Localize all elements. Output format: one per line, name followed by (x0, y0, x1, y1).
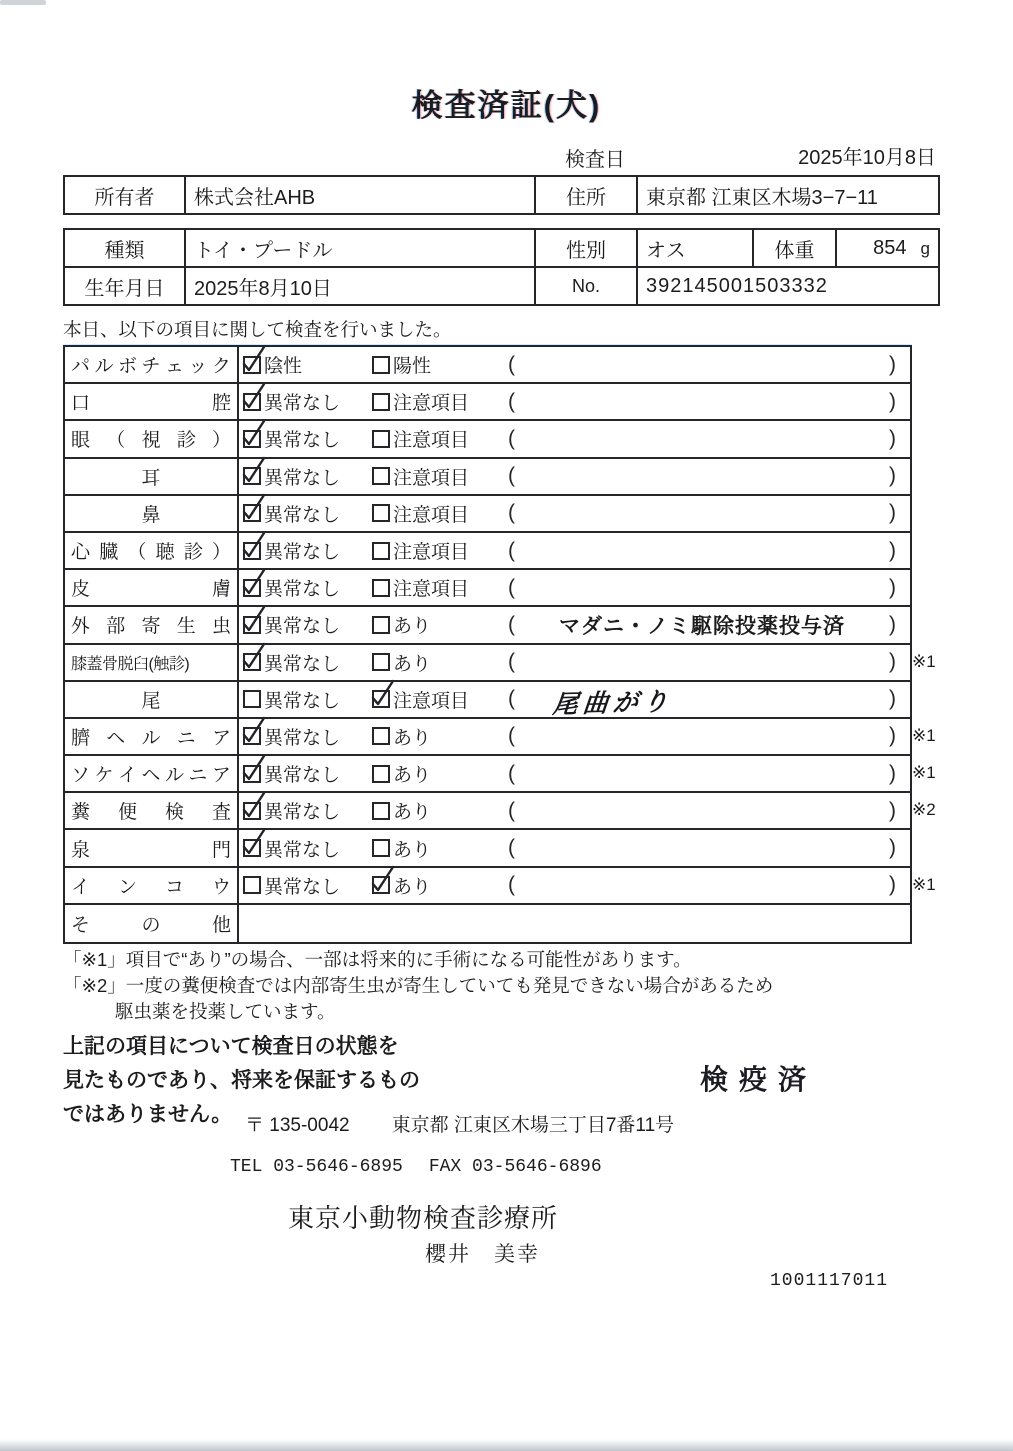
option-2 (372, 388, 508, 415)
row-label: 耳 (65, 459, 239, 494)
row-options (239, 645, 910, 680)
check-mark-icon (240, 491, 267, 523)
weight-label: 体重 (753, 229, 836, 267)
option-1 (243, 574, 372, 601)
checkbox-icon (243, 876, 261, 894)
row-options (239, 421, 910, 456)
paren-open-mark: ( (508, 426, 515, 450)
row-label (65, 607, 239, 642)
row-label-char: ク (211, 356, 231, 378)
row-options (239, 905, 910, 942)
weight-number: 854 (873, 236, 907, 259)
option-1 (243, 760, 372, 787)
check-mark-icon (240, 640, 267, 672)
row-label-char: 他 (211, 914, 231, 936)
option-label: 異常なし (264, 579, 341, 601)
disclaimer-line: ではありません。 (63, 1103, 233, 1126)
row-options (239, 793, 910, 828)
scan-smudge (0, 0, 46, 5)
row-label-char: 聴 (155, 542, 175, 564)
document-number: 1001117011 (770, 1271, 889, 1291)
row-label-char: コ (164, 876, 184, 898)
row-options (239, 682, 910, 720)
paren-open-mark: ( (508, 724, 515, 748)
owner-row (64, 176, 939, 214)
row-label-char: 検 (164, 802, 184, 824)
checkbox-icon (243, 839, 261, 857)
row-label-char: 視 (141, 430, 161, 452)
option-2 (372, 351, 508, 378)
table-row (65, 719, 936, 756)
option-1 (243, 835, 372, 862)
row-label-char: 腔 (211, 393, 231, 415)
disclaimer-line: 上記の項目について検査日の状態を (63, 1035, 399, 1058)
row-label (65, 868, 239, 903)
disclaimer-line: 見たものであり、将来を保証するもの (63, 1069, 420, 1092)
option-1 (243, 649, 372, 676)
table-row (65, 645, 936, 682)
row-label (65, 719, 239, 754)
row-options (239, 347, 910, 382)
option-label: 異常なし (264, 802, 341, 824)
row-label-char: 診 (176, 430, 196, 452)
table-row (65, 347, 910, 384)
row-options (239, 459, 910, 494)
option-2 (372, 500, 508, 527)
exam-table (63, 345, 936, 944)
paren-close-mark: ) (889, 761, 896, 785)
row-options (239, 496, 910, 531)
birth-value: 2025年8月10日 (185, 267, 535, 305)
check-mark-icon (240, 454, 267, 486)
option-1 (243, 388, 372, 415)
paren-close-mark: ) (889, 687, 896, 711)
check-mark-icon (240, 826, 267, 858)
checkbox-icon (372, 876, 390, 894)
address-label: 住所 (535, 176, 637, 214)
birth-label: 生年月日 (64, 267, 185, 305)
check-mark-icon (240, 380, 267, 412)
row-label (65, 533, 239, 568)
row-label-char: （ (127, 542, 147, 564)
inspection-date-label: 検査日 (565, 149, 625, 171)
row-options (239, 868, 910, 903)
note-badge: ※1 (912, 874, 936, 894)
option-label: あり (393, 876, 432, 898)
option-label: 注意項目 (393, 579, 470, 601)
paren-close-mark: ) (889, 724, 896, 748)
paren-close-mark: ) (889, 798, 896, 822)
table-row (65, 607, 910, 644)
paren-value: 尾曲がり (551, 688, 675, 720)
paren-close-mark: ) (889, 836, 896, 860)
option-label: 陽性 (393, 356, 432, 378)
paren-open-mark: ( (508, 873, 515, 897)
note-badge: ※1 (912, 725, 936, 745)
row-label-char: ル (164, 765, 184, 787)
postal-code: 〒 135-0042 (245, 1115, 350, 1136)
row-label-char: 膚 (211, 579, 231, 601)
row-label-char: ア (211, 765, 231, 787)
option-label: 異常なし (264, 839, 341, 861)
paren-close-mark: ) (889, 501, 896, 525)
row-label-char: （ (106, 430, 126, 452)
row-label-char: ソ (71, 765, 91, 787)
check-mark-icon (240, 714, 267, 746)
table-row (65, 793, 936, 830)
option-2 (372, 723, 508, 750)
check-mark-icon (240, 566, 267, 598)
row-label-char: 生 (176, 616, 196, 638)
checkbox-icon (372, 356, 390, 374)
row-label-char: 部 (106, 616, 126, 638)
row-label-char: イ (117, 765, 137, 787)
option-label: あり (393, 802, 432, 824)
option-2 (372, 537, 508, 564)
footnote-line: 「※1」項目で“あり”の場合、一部は将来的に手術になる可能性があります。 (63, 949, 692, 970)
table-row (65, 756, 936, 793)
row-label-char: ア (211, 727, 231, 749)
checkbox-icon (372, 765, 390, 783)
note-badge: ※1 (912, 763, 936, 783)
checkbox-icon (243, 579, 261, 597)
checkbox-icon (243, 504, 261, 522)
note-badge: ※2 (912, 800, 936, 820)
paren-open-mark: ( (508, 836, 515, 860)
row-label-char: 糞 (71, 802, 91, 824)
option-label: 異常なし (264, 467, 341, 489)
owner-label: 所有者 (64, 176, 185, 214)
row-options (239, 830, 910, 865)
row-label-char: 臍 (71, 727, 91, 749)
owner-value: 株式会社AHB (185, 176, 535, 214)
paren-close-mark: ) (889, 426, 896, 450)
row-label-char: ヘ (141, 765, 161, 787)
option-2 (372, 760, 508, 787)
check-mark-icon (240, 789, 267, 821)
option-label: あり (393, 765, 432, 787)
checkbox-icon (243, 727, 261, 745)
row-label-char: ン (117, 876, 137, 898)
sex-label: 性別 (535, 229, 637, 267)
row-label-char: ヘ (106, 727, 126, 749)
paren-close-mark: ) (889, 352, 896, 376)
checkbox-icon (243, 467, 261, 485)
row-label-char: 門 (211, 839, 231, 861)
row-label-char: 臓 (99, 542, 119, 564)
option-1 (243, 723, 372, 750)
checkbox-icon (243, 430, 261, 448)
check-mark-icon (240, 603, 267, 635)
row-label: 膝蓋骨脱臼(触診) (65, 645, 239, 680)
row-label (65, 830, 239, 865)
paren-open-mark: ( (508, 761, 515, 785)
option-label: 注意項目 (393, 504, 470, 526)
option-label: 異常なし (264, 727, 341, 749)
species-label: 種類 (64, 229, 185, 267)
scan-bottom-shadow (0, 1439, 1013, 1451)
paren-open-mark: ( (508, 501, 515, 525)
paren-close-mark: ) (889, 575, 896, 599)
paren-open-mark: ( (508, 798, 515, 822)
checkbox-icon (243, 393, 261, 411)
postal-line (245, 1110, 674, 1137)
row-label: 尾 (65, 682, 239, 717)
paren-close-mark: ) (889, 612, 896, 636)
option-label: 異常なし (264, 765, 341, 787)
row-label: 鼻 (65, 496, 239, 531)
footnote-line: 駆虫薬を投薬しています。 (115, 1001, 336, 1022)
table-row (65, 496, 910, 533)
row-label-char: 皮 (71, 579, 91, 601)
weight-value (836, 229, 939, 267)
paren-close-mark: ) (889, 538, 896, 562)
row-options (239, 719, 910, 754)
row-label-char: 心 (71, 542, 91, 564)
option-label: あり (393, 839, 432, 861)
option-1 (243, 797, 372, 824)
option-label: 陰性 (264, 356, 303, 378)
table-row (65, 868, 936, 905)
table-row (65, 570, 910, 607)
intro-text: 本日、以下の項目に関して検査を行いました。 (63, 319, 452, 340)
row-label-char: の (141, 914, 161, 936)
row-label-char: ） (211, 542, 231, 564)
checkbox-icon (372, 504, 390, 522)
checkbox-icon (372, 690, 390, 708)
check-mark-icon (240, 343, 267, 375)
paren-close-mark: ) (889, 873, 896, 897)
row-label-char: 便 (117, 802, 137, 824)
row-label-char: ル (141, 727, 161, 749)
clinic-address: 東京都 江東区木場三丁目7番11号 (391, 1115, 675, 1136)
row-label-char: ニ (188, 765, 208, 787)
checkbox-icon (372, 579, 390, 597)
row-label-char: 虫 (211, 616, 231, 638)
option-label: 注意項目 (393, 467, 470, 489)
row-label-char: 眼 (71, 430, 91, 452)
paren-close-mark: ) (889, 389, 896, 413)
row-label-char: 診 (183, 542, 203, 564)
option-1 (243, 351, 372, 378)
row-options (239, 607, 910, 642)
table-row (65, 421, 910, 458)
row-label-char: ニ (176, 727, 196, 749)
row-label-char: イ (71, 876, 91, 898)
checkbox-icon (243, 802, 261, 820)
fax-number: FAX 03-5646-6896 (428, 1157, 602, 1177)
checkbox-icon (243, 542, 261, 560)
checkbox-icon (372, 430, 390, 448)
row-options (239, 570, 910, 605)
row-label (65, 793, 239, 828)
option-1 (243, 686, 372, 713)
option-1 (243, 537, 372, 564)
row-options (239, 384, 910, 419)
table-row (65, 682, 910, 719)
row-label (65, 347, 239, 382)
checkbox-icon (243, 690, 261, 708)
option-2 (372, 686, 508, 713)
check-mark-icon (369, 863, 396, 895)
row-label-char: 寄 (141, 616, 161, 638)
checkbox-icon (243, 356, 261, 374)
paren-open-mark: ( (508, 464, 515, 488)
option-2 (372, 872, 508, 899)
tel-number: TEL 03-5646-6895 (230, 1157, 403, 1177)
option-1 (243, 425, 372, 452)
row-label-char: 口 (71, 393, 91, 415)
row-options (239, 756, 910, 791)
option-label: 異常なし (264, 690, 341, 712)
option-2 (372, 425, 508, 452)
row-label-char: 泉 (71, 839, 91, 861)
animal-info-table (63, 228, 940, 306)
species-row (64, 229, 939, 267)
check-mark-icon (240, 529, 267, 561)
birth-row (64, 267, 939, 305)
row-label-char: ウ (211, 876, 231, 898)
checkbox-icon (243, 653, 261, 671)
address-value: 東京都 江東区木場3−7−11 (637, 176, 939, 214)
option-label: あり (393, 616, 432, 638)
checkbox-icon (372, 802, 390, 820)
paren-open-mark: ( (508, 389, 515, 413)
option-1 (243, 463, 372, 490)
row-label (65, 756, 239, 791)
option-label: 異常なし (264, 616, 341, 638)
no-value: 392145001503332 (637, 267, 939, 305)
table-row (65, 533, 910, 570)
checkbox-icon (372, 616, 390, 634)
option-label: 注意項目 (393, 542, 470, 564)
weight-unit: g (920, 238, 930, 258)
option-2 (372, 835, 508, 862)
row-label-char: 外 (71, 616, 91, 638)
option-label: 異常なし (264, 653, 341, 675)
row-label-char: 査 (211, 802, 231, 824)
row-label-char: パ (71, 356, 91, 378)
check-mark-icon (240, 417, 267, 449)
option-label: 異常なし (264, 542, 341, 564)
paren-open-mark: ( (508, 538, 515, 562)
row-label-char: ェ (164, 356, 184, 378)
tel-line (230, 1157, 602, 1177)
paren-close-mark: ) (889, 464, 896, 488)
paren-open-mark: ( (508, 352, 515, 376)
option-2 (372, 649, 508, 676)
option-1 (243, 500, 372, 527)
table-row (65, 830, 910, 867)
table-row (65, 459, 910, 496)
row-label (65, 570, 239, 605)
checkbox-icon (372, 467, 390, 485)
species-value: トイ・プードル (185, 229, 535, 267)
row-label-char: ケ (94, 765, 114, 787)
checkbox-icon (372, 727, 390, 745)
paren-value: マダニ・ノミ駆除投薬投与済 (559, 614, 845, 638)
option-label: 異常なし (264, 876, 341, 898)
row-label (65, 384, 239, 419)
option-1 (243, 611, 372, 638)
quarantine-stamp: 検疫済 (700, 1064, 818, 1095)
row-label-char: ル (94, 356, 114, 378)
option-2 (372, 574, 508, 601)
option-2 (372, 797, 508, 824)
option-label: 異常なし (264, 430, 341, 452)
sex-value: オス (637, 229, 753, 267)
option-label: 注意項目 (393, 430, 470, 452)
row-label-char: そ (71, 914, 91, 936)
paren-open-mark: ( (508, 612, 515, 636)
checkbox-icon (372, 653, 390, 671)
row-label-char: ッ (188, 356, 208, 378)
veterinarian-name: 櫻井 美幸 (425, 1243, 540, 1266)
row-label-char: ボ (117, 356, 137, 378)
row-label (65, 421, 239, 456)
table-row (65, 384, 910, 421)
option-label: 異常なし (264, 504, 341, 526)
no-label: No. (535, 267, 637, 305)
check-mark-icon (369, 677, 396, 709)
check-mark-icon (240, 752, 267, 784)
option-label: あり (393, 653, 432, 675)
checkbox-icon (243, 765, 261, 783)
clinic-name: 東京小動物検査診療所 (288, 1203, 559, 1233)
checkbox-icon (243, 616, 261, 634)
row-label (65, 905, 239, 942)
inspection-date-value: 2025年10月8日 (798, 147, 936, 169)
paren-close-mark: ) (889, 650, 896, 674)
row-label-char: チ (141, 356, 161, 378)
footnote-line: 「※2」一度の糞便検査では内部寄生虫が寄生していても発見できない場合があるため (63, 975, 774, 996)
option-label: 注意項目 (393, 690, 470, 712)
table-row (65, 905, 910, 942)
option-label: あり (393, 727, 432, 749)
checkbox-icon (372, 542, 390, 560)
paren-open-mark: ( (508, 687, 515, 711)
checkbox-icon (372, 393, 390, 411)
page-title: 検査済証(犬) (411, 88, 602, 123)
option-label: 異常なし (264, 393, 341, 415)
option-1 (243, 872, 372, 899)
paren-open-mark: ( (508, 575, 515, 599)
row-label-char: ） (211, 430, 231, 452)
owner-table (63, 175, 940, 215)
option-2 (372, 463, 508, 490)
checkbox-icon (372, 839, 390, 857)
option-2 (372, 611, 508, 638)
row-options (239, 533, 910, 568)
paren-open-mark: ( (508, 650, 515, 674)
option-label: 注意項目 (393, 393, 470, 415)
note-badge: ※1 (912, 651, 936, 671)
